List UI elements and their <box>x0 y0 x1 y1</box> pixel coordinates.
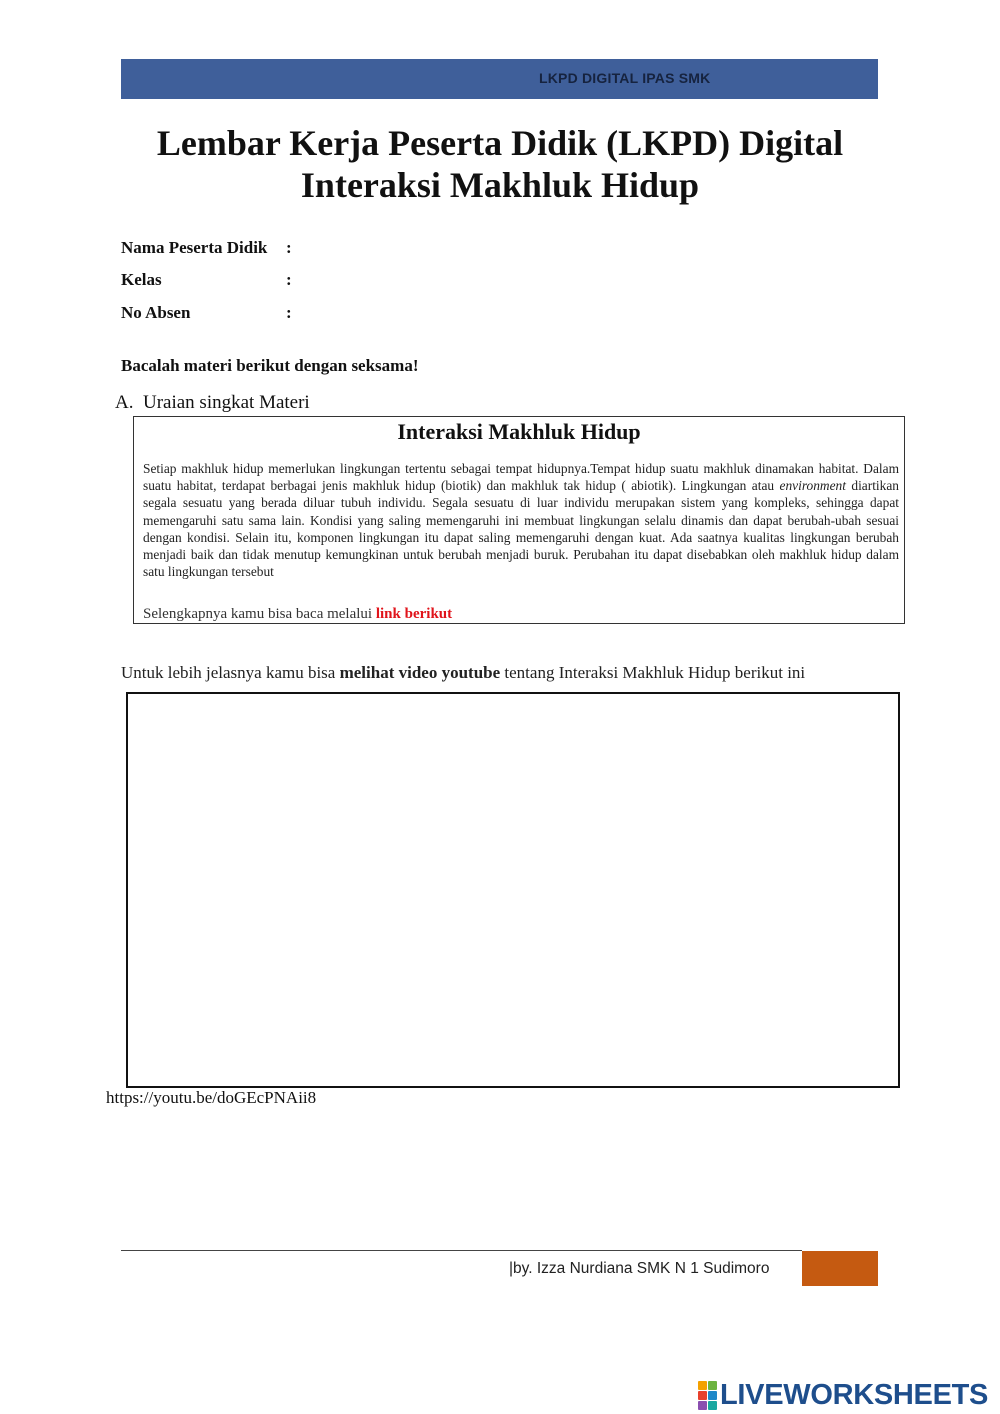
section-a-heading <box>115 392 310 414</box>
footer-divider <box>121 1250 802 1251</box>
read-more-link[interactable]: link berikut <box>375 606 453 622</box>
material-text-part1: Setiap makhluk hidup memerlukan lingkungan tertentu sebagai tempat hidupnya.Tempat hidup suatu makhluk dinamakan habitat. Dalam suatu habitat, terdapat berbagai jenis makhluk hidup (biotik) dan makhluk tak hidup ( abiotik). Lingkungan atau <box>143 461 899 494</box>
video-intro-suffix: tentang Interaksi Makhluk Hidup berikut ini <box>500 663 806 682</box>
read-more-prefix: Selengkapnya kamu bisa baca melalui <box>143 606 376 622</box>
section-marker: A. <box>115 392 134 413</box>
header-bar <box>121 59 878 99</box>
video-intro-prefix: Untuk lebih jelasnya kamu bisa <box>121 663 340 682</box>
material-box <box>133 416 905 624</box>
header-text: LKPD DIGITAL IPAS SMK <box>539 70 711 86</box>
material-title: Interaksi Makhluk Hidup <box>397 419 641 444</box>
title-line-2: Interaksi Makhluk Hidup <box>300 165 700 205</box>
footer-accent-block <box>802 1251 878 1286</box>
field-colon-absen: : <box>286 303 292 322</box>
section-title: Uraian singkat Materi <box>142 392 310 413</box>
field-label-nama: Nama Peserta Didik <box>121 238 268 257</box>
liveworksheets-logo-text: LIVEWORKSHEETS <box>720 1378 989 1411</box>
read-more-line <box>143 606 452 623</box>
video-embed-frame[interactable] <box>126 692 900 1088</box>
field-colon-kelas: : <box>286 270 292 289</box>
footer-credit: |by. Izza Nurdiana SMK N 1 Sudimoro <box>509 1260 770 1277</box>
video-url[interactable]: https://youtu.be/doGEcPNAii8 <box>106 1088 317 1107</box>
page-title <box>100 122 900 206</box>
material-text-italic: environment <box>779 478 846 494</box>
liveworksheets-logo[interactable] <box>698 1380 988 1410</box>
video-intro-text <box>121 663 805 683</box>
field-colon-nama: : <box>286 238 292 257</box>
title-line-1: Lembar Kerja Peserta Didik (LKPD) Digital <box>156 123 844 163</box>
liveworksheets-logo-icon <box>698 1381 717 1410</box>
field-label-absen: No Absen <box>121 303 191 322</box>
instruction-text: Bacalah materi berikut dengan seksama! <box>121 356 419 375</box>
material-text <box>143 460 899 580</box>
field-label-kelas: Kelas <box>121 270 162 289</box>
video-intro-bold: melihat video youtube <box>339 663 501 682</box>
material-text-part2: diartikan segala sesuatu yang berada diluar tubuh individu. Segala sesuatu di luar individu merupakan sistem yang kompleks, sehingga dapat memengaruhi satu sama lain. Kondisi yang saling memengaruhi ini membuat lingkungan selalu dinamis dan dapat berubah-ubah sesuai dengan kondisi. Selain itu, komponen lingkungan itu dapat saling memengaruhi dengan kuat. Ada saatnya kualitas lingkungan berubah menjadi baik dan tidak menutup kemungkinan untuk berubah menjadi buruk. Perubahan itu dapat disebabkan oleh makhluk hidup dalam satu lingkungan tersebut <box>143 478 899 580</box>
